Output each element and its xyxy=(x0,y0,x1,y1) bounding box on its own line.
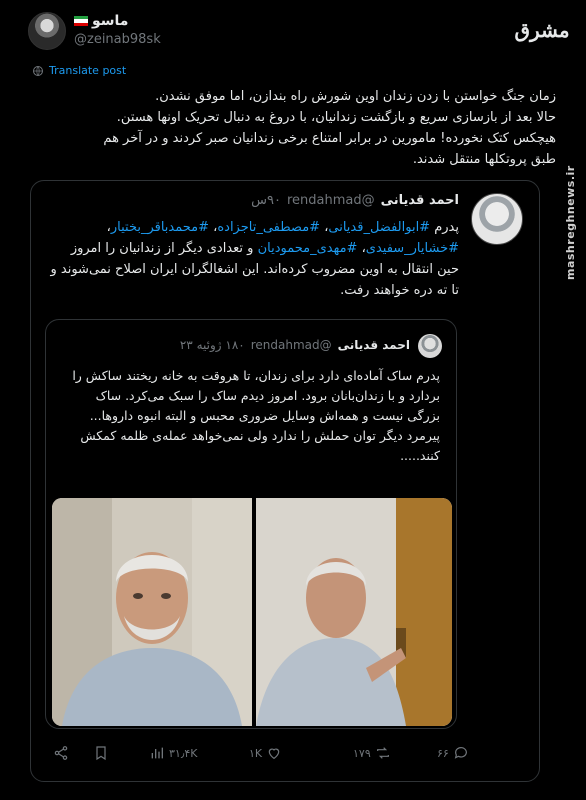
quote-text-prefix: پدرم xyxy=(434,220,459,235)
translate-post-link[interactable] xyxy=(32,64,126,77)
like-button[interactable] xyxy=(249,745,282,761)
watermark: mashreghnews.ir xyxy=(564,165,577,280)
author-handle[interactable]: @zeinab98sk xyxy=(74,32,161,47)
post-line: حالا بعد از بازسازی سریع و بازگشت زندانیان، با دروغ به دنبال تحریک اونها هستن. xyxy=(116,110,556,125)
views-count: ۳۱٫۴K xyxy=(169,746,198,760)
bookmark-icon xyxy=(93,745,109,761)
post-line: زمان جنگ خواستن با زدن زندان اوین شورش راه بندازن، اما موفق نشدن. xyxy=(155,89,556,104)
views-button[interactable] xyxy=(149,745,198,761)
quoted-author-handle[interactable]: @rendahmad xyxy=(286,193,375,208)
quoted-post-time[interactable]: ۹۰س xyxy=(251,193,281,208)
reposts-count: ۱۷۹ xyxy=(353,746,371,760)
photo-old-man-portrait[interactable] xyxy=(52,498,252,726)
nested-author-name[interactable]: احمد قدیانی xyxy=(337,338,410,352)
hashtag-link[interactable]: #خشایار_سفیدی xyxy=(365,241,459,256)
author-display-name[interactable] xyxy=(74,13,161,29)
heart-icon xyxy=(266,745,282,761)
nested-quoted-post[interactable] xyxy=(45,319,457,729)
quote-text-mid: و تعدادی دیگر از زندانیان را xyxy=(105,241,254,256)
post-actions-bar xyxy=(53,745,523,765)
globe-icon xyxy=(32,65,44,77)
post-header xyxy=(28,12,568,52)
translate-label: Translate post xyxy=(49,64,127,77)
photo-portrait-image xyxy=(52,498,252,726)
author-name-text: ماسو xyxy=(92,13,129,29)
author-block[interactable] xyxy=(74,13,161,47)
views-chart-icon xyxy=(149,745,165,761)
quoted-post-card[interactable] xyxy=(30,180,540,782)
nested-post-date[interactable]: ۱۸۰ ژوئیه ۲۳ xyxy=(179,338,245,352)
post-line: طبق پروتکلها منتقل شدند. xyxy=(412,152,556,167)
hashtag-link[interactable]: #ابوالفضل_قدیانی xyxy=(328,220,431,235)
quoted-post-body: پدرم #ابوالفضل_قدیانی، #مصطفی_تاجزاده، #محمدباقر_بختیار، #خشایار_سفیدی، #مهدی_محمودیان و تعدادی دیگر از زندانیان را امروز حین انتقال به اوین مضروب کرده‌اند. این اشغالگران ایران اصلاح نمی‌شوند و تا ته دره خواهند رفت. xyxy=(50,220,459,298)
reply-button[interactable] xyxy=(437,745,469,761)
iran-flag-icon xyxy=(74,16,88,26)
hashtag-link[interactable]: #محمدباقر_بختیار xyxy=(110,220,210,235)
post-line: هیچکس کتک نخورده! مامورین در برابر امتناع برخی زندانیان صبر کردند و در آخر هم xyxy=(103,131,556,146)
hashtag-link[interactable]: #مصطفی_تاجزاده xyxy=(217,220,321,235)
replies-count: ۶۶ xyxy=(437,746,449,760)
likes-count: ۱K xyxy=(249,746,263,760)
post-body xyxy=(36,86,556,170)
hashtag-link[interactable]: #مهدی_محمودیان xyxy=(257,241,358,256)
nested-post-body: پدرم ساک آماده‌ای دارد برای زندان، تا هروقت به خانه ریختند ساکش را بردارد و با زندان‌بانان برود. امروز دیدم ساک را سبک می‌کرد. ساک بزرگی نیست و همه‌اش وسایل ضروری محبس و البته انبوه داروها... پیرمرد دیگر توان حملش را ندارد ولی نمی‌خواهد عمله‌ی ظلمه کمکش کنند..... xyxy=(72,368,440,463)
nested-author-avatar[interactable] xyxy=(418,334,442,358)
share-icon xyxy=(53,745,69,761)
share-button[interactable] xyxy=(53,745,69,761)
repost-icon xyxy=(375,745,391,761)
photo-old-man-at-door[interactable] xyxy=(256,498,452,726)
quoted-post-header xyxy=(251,193,459,208)
bookmark-button[interactable] xyxy=(93,745,109,761)
nested-author-handle[interactable]: @rendahmad xyxy=(250,338,332,352)
quote-text-rest: امروز حین انتقال به اوین مضروب کرده‌اند. این اشغالگران ایران اصلاح نمی‌شوند و تا ته دره خواهند رفت. xyxy=(50,241,459,298)
mashregh-logo-icon: مشرق xyxy=(514,18,570,42)
reply-bubble-icon xyxy=(453,745,469,761)
nested-post-header xyxy=(180,338,410,352)
quoted-author-name[interactable]: احمد قدیانی xyxy=(380,193,459,208)
repost-button[interactable] xyxy=(353,745,391,761)
author-avatar[interactable] xyxy=(28,12,66,50)
quoted-author-avatar[interactable] xyxy=(471,193,523,245)
photo-door-image xyxy=(256,498,452,726)
